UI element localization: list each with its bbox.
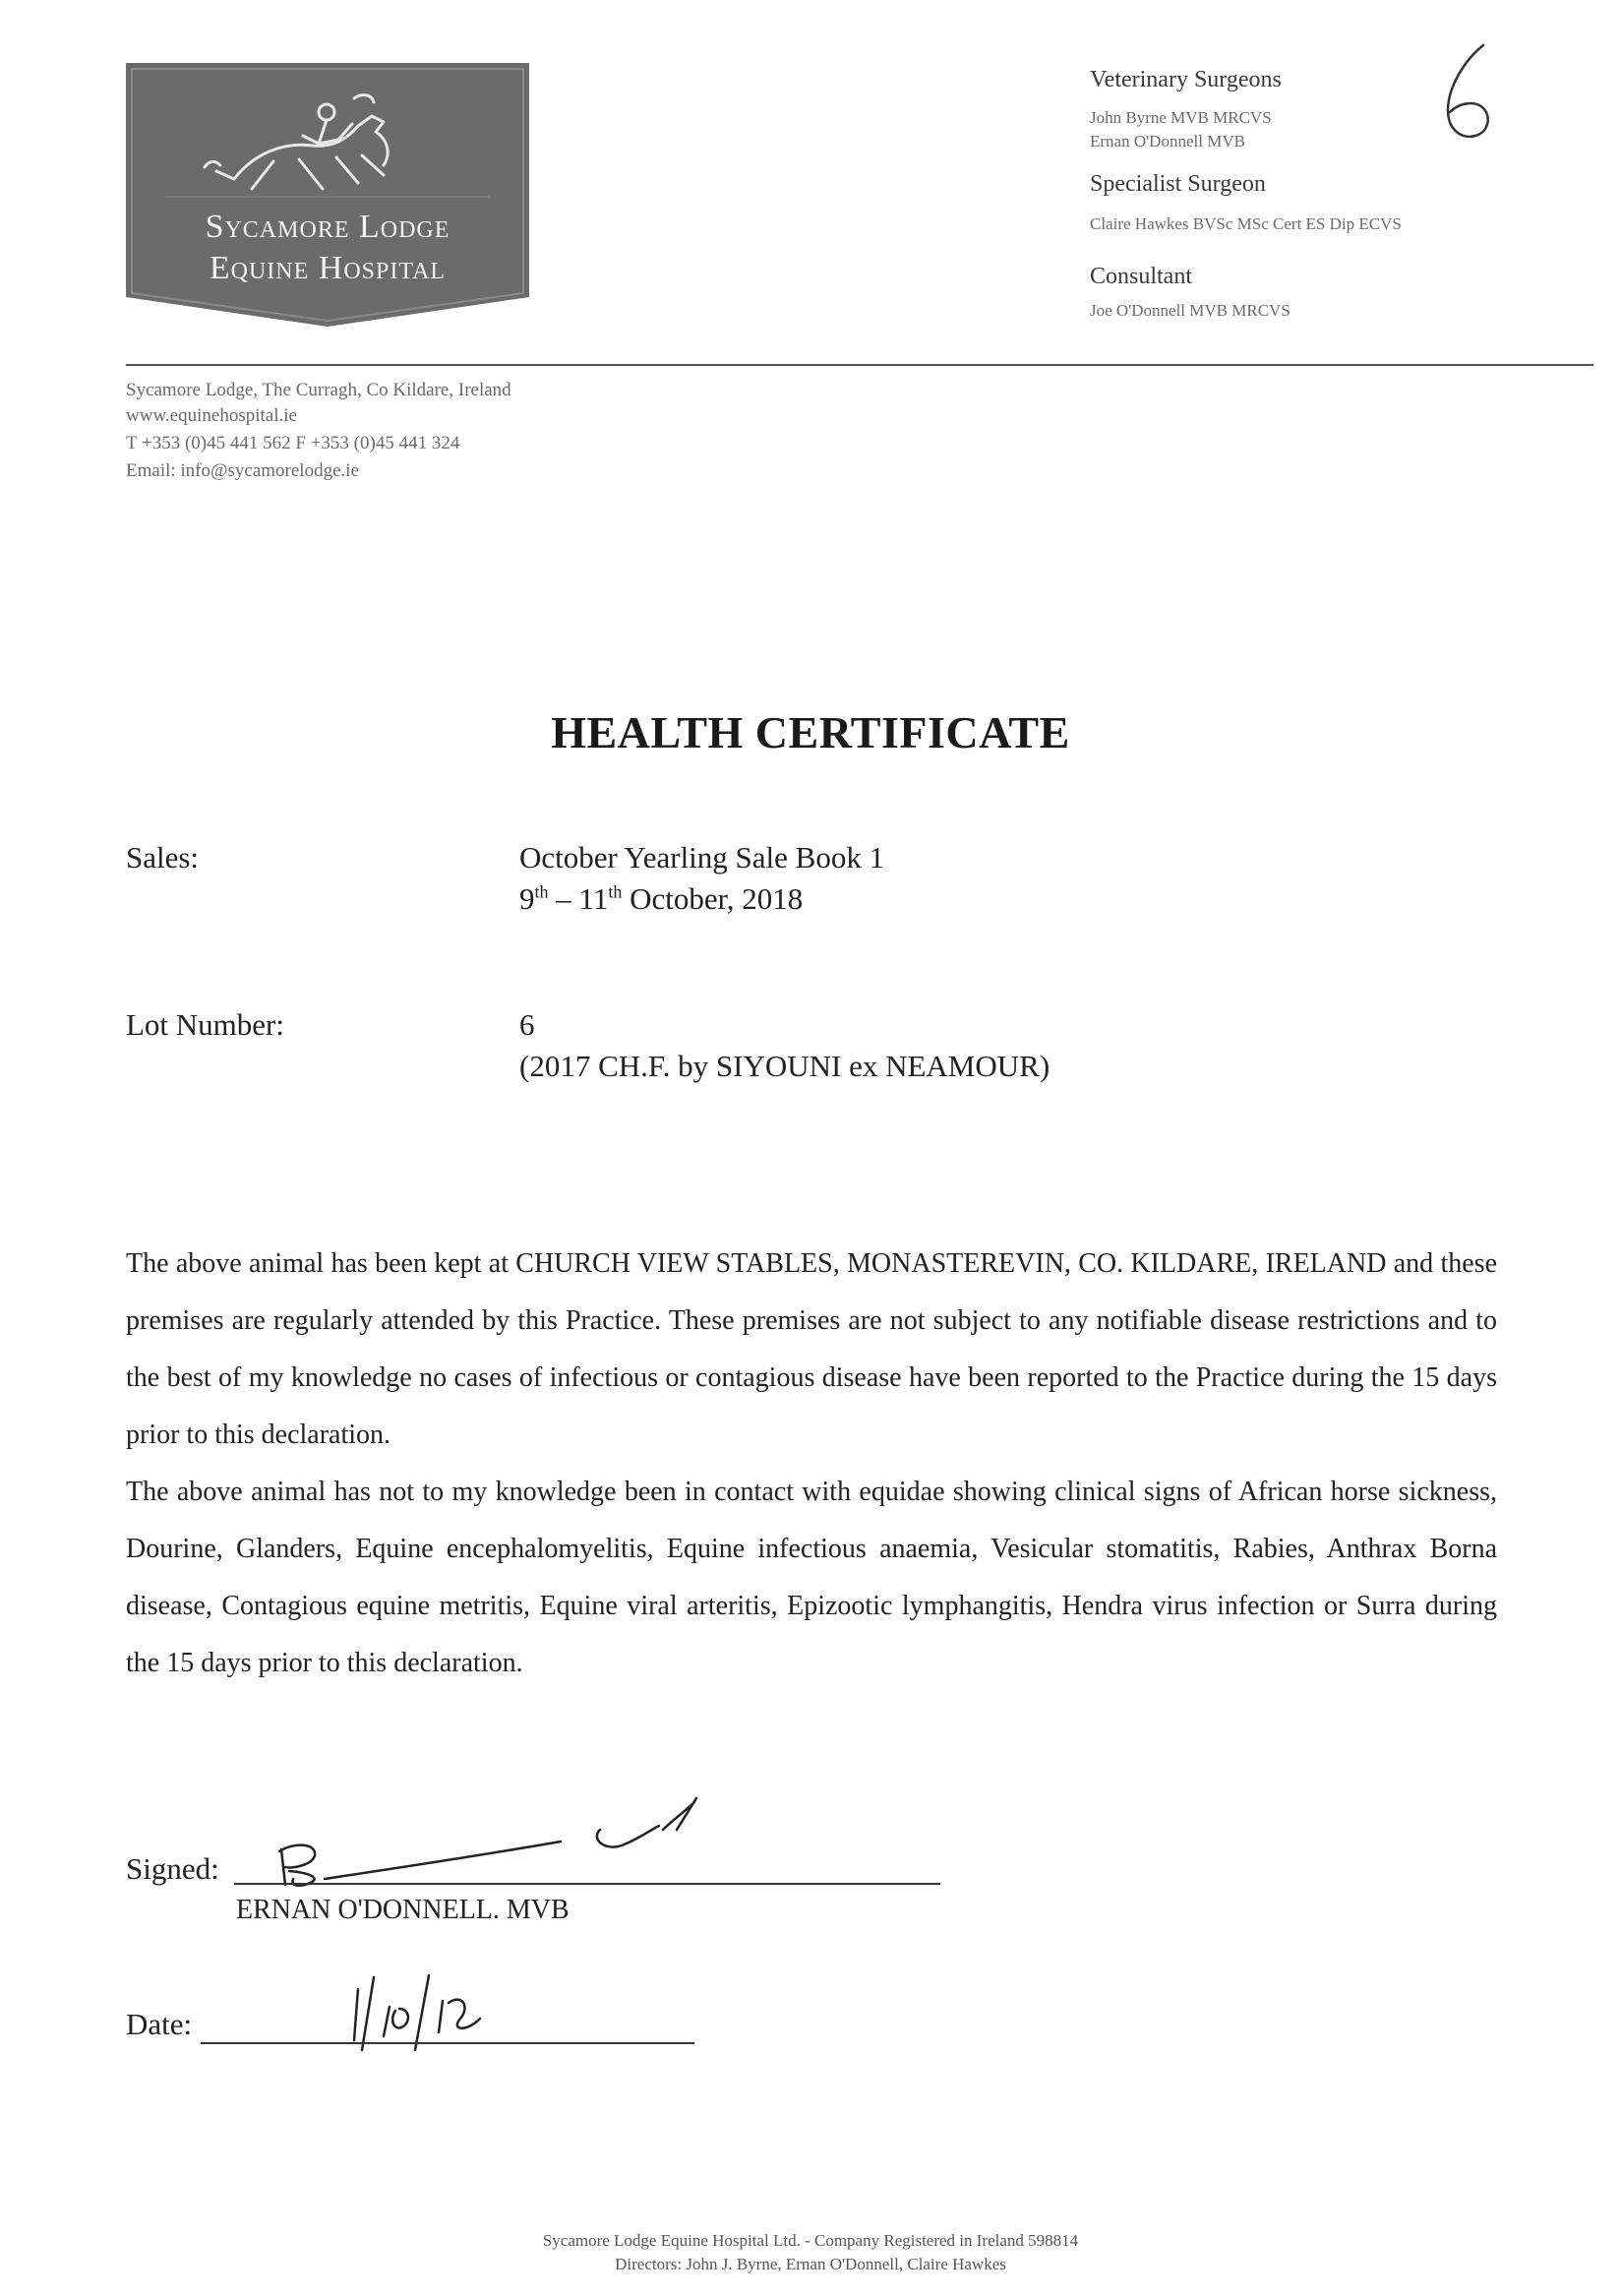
sales-dates: 9th – 11th October, 2018	[519, 881, 804, 916]
address-line: Sycamore Lodge, The Curragh, Co Kildare, Ireland	[126, 380, 511, 400]
signatory-name: ERNAN O'DONNELL. MVB	[236, 1895, 570, 1925]
logo-line-2: Equine Hospital	[209, 250, 447, 286]
specialist-name: Claire Hawkes BVSc MSc Cert ES Dip ECVS	[1090, 214, 1402, 233]
sales-label: Sales:	[126, 840, 200, 875]
date-label: Date:	[126, 2007, 193, 2041]
consultant-name: Joe O'Donnell MVB MRCVS	[1090, 301, 1291, 320]
vets-heading: Veterinary Surgeons	[1090, 67, 1282, 92]
footer-company: Sycamore Lodge Equine Hospital Ltd. - Company Registered in Ireland 598814	[542, 2231, 1079, 2250]
signed-label: Signed:	[126, 1851, 219, 1886]
vet-name-1: John Byrne MVB MRCVS	[1090, 108, 1272, 127]
body-paragraph-1: The above animal has been kept at CHURCH VIEW STABLES, MONASTEREVIN, CO. KILDARE, IRELAND and these premises are regularly attended by this Practice. These premises are not subject to any notifiable disease restrictions and to the best of my knowledge no cases of infectious or contagious disease have been reported to the Practice during the 15 days prior to this declaration.	[126, 1248, 1497, 1450]
handwritten-page-number	[1426, 39, 1505, 148]
date-line	[201, 2042, 694, 2044]
website: www.equinehospital.ie	[126, 405, 297, 426]
lot-description: (2017 CH.F. by SIYOUNI ex NEAMOUR)	[519, 1049, 1051, 1083]
specialist-heading: Specialist Surgeon	[1090, 171, 1266, 197]
footer-directors: Directors: John J. Byrne, Ernan O'Donnell, Claire Hawkes	[615, 2255, 1006, 2273]
vet-name-2: Ernan O'Donnell MVB	[1090, 132, 1245, 151]
certificate-body	[126, 1236, 1497, 1692]
email: Email: info@sycamorelodge.ie	[126, 460, 359, 481]
sales-name: October Yearling Sale Book 1	[519, 840, 885, 875]
document-title: HEALTH CERTIFICATE	[551, 707, 1070, 757]
phone-fax: T +353 (0)45 441 562 F +353 (0)45 441 324	[126, 433, 460, 453]
body-paragraph-2: The above animal has not to my knowledge been in contact with equidae showing clinical signs of African horse sickness, Dourine, Glanders, Equine encephalomyelitis, Equine infectious anaemia, Vesicular stomatitis, Rabies, Anthrax Borna disease, Contagious equine metritis, Equine viral arteritis, Epizootic lymphangitis, Hendra virus infection or Surra during the 15 days prior to this declaration.	[126, 1477, 1497, 1678]
signature-line	[234, 1883, 940, 1885]
hospital-logo	[126, 63, 529, 329]
consultant-heading: Consultant	[1090, 264, 1193, 289]
lot-label: Lot Number:	[126, 1007, 284, 1042]
lot-number: 6	[519, 1007, 535, 1042]
header-divider	[126, 364, 1593, 366]
logo-shield	[126, 63, 529, 329]
logo-line-1: Sycamore Lodge	[205, 209, 450, 245]
